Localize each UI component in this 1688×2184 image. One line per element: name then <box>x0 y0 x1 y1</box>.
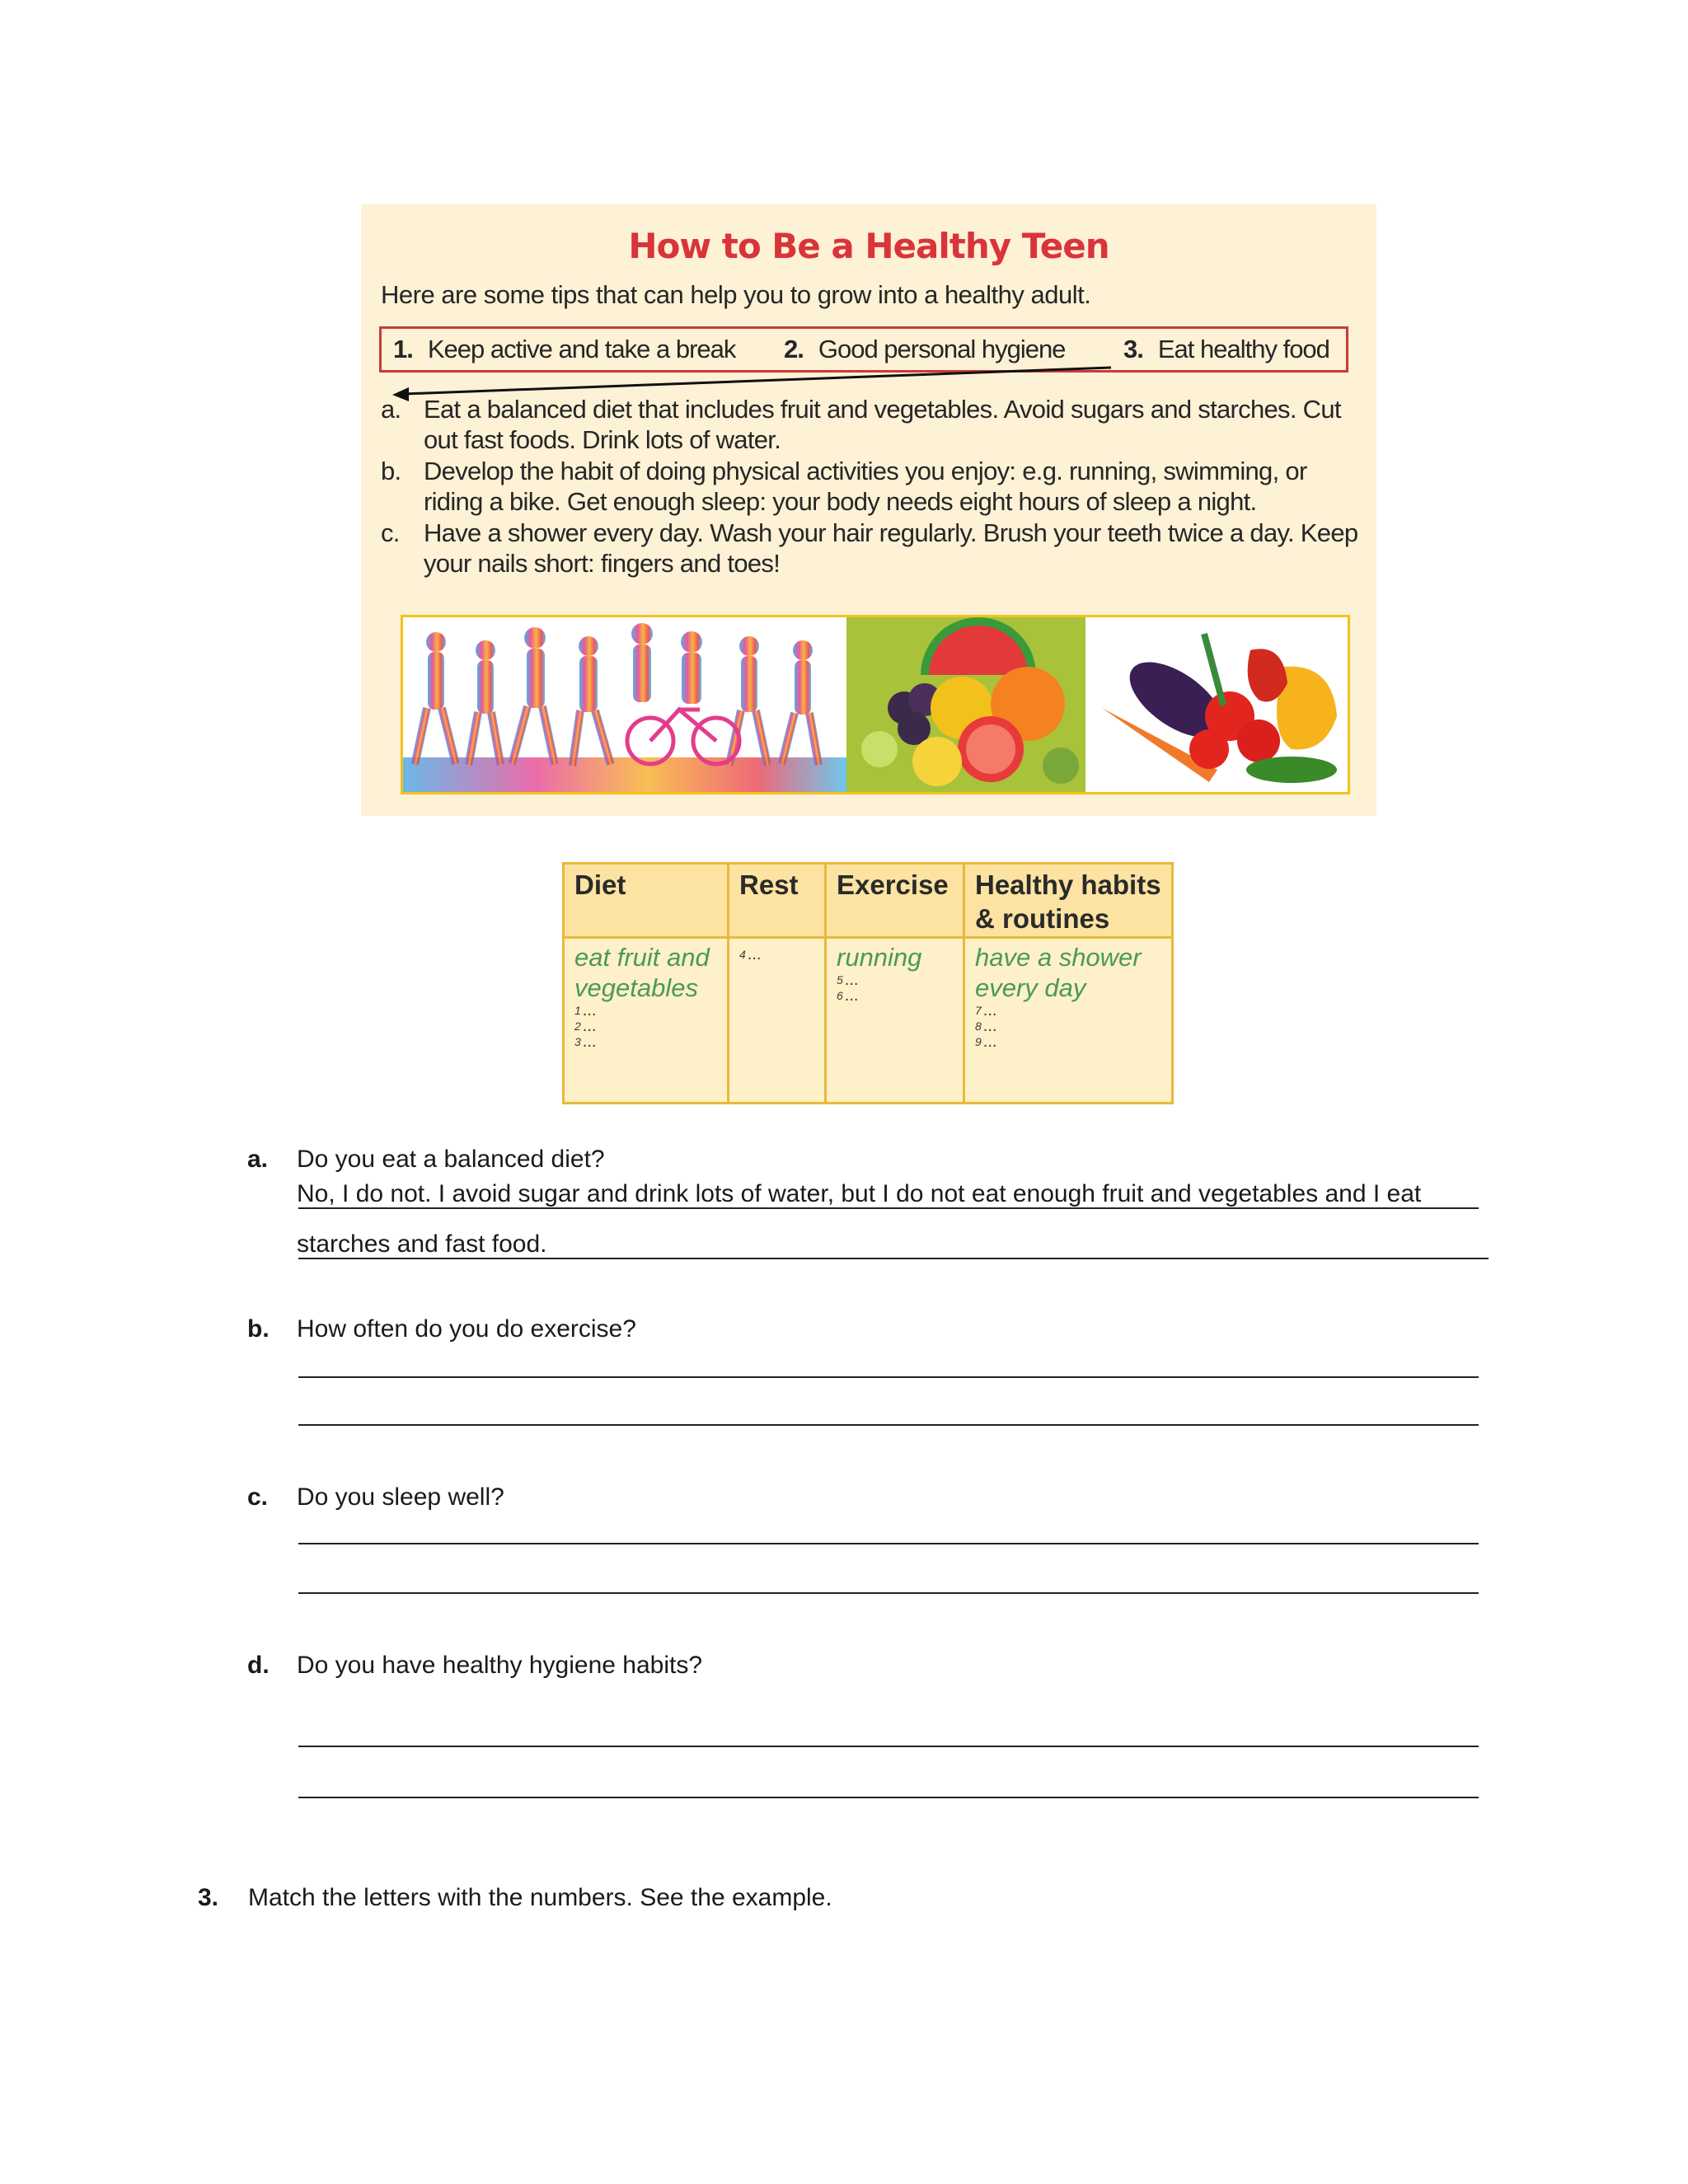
tip-number: 2. <box>784 335 804 363</box>
column-header: Healthy habits & routines <box>965 865 1171 939</box>
item-label: a. <box>381 395 401 424</box>
blank-dots: ... <box>982 1033 997 1051</box>
question-c-label: c. <box>247 1483 269 1511</box>
blank-dots: ... <box>747 945 762 963</box>
question-d-text: Do you have healthy hygiene habits? <box>297 1652 703 1679</box>
answer-b-line-2[interactable] <box>298 1424 1479 1426</box>
item-text: Have a shower every day. Wash your hair regularly. Brush your teeth twice a day. Keep your nails short: fingers and toes! <box>424 518 1358 578</box>
answer-c-line-1[interactable] <box>298 1543 1479 1544</box>
tip-number: 1. <box>393 335 413 363</box>
blank-number: 3 <box>574 1035 581 1048</box>
answer-a-line-2[interactable]: starches and fast food. <box>297 1230 547 1258</box>
healthy-habits-column <box>965 865 1171 1102</box>
blank-3 <box>574 1034 717 1050</box>
question-c-text: Do you sleep well? <box>297 1483 504 1511</box>
example-answer: have a shower every day <box>975 943 1142 1002</box>
blank-number: 4 <box>739 948 746 961</box>
article-title: How to Be a Healthy Teen <box>628 226 1109 266</box>
blank-9 <box>975 1034 1161 1050</box>
tip-text: Keep active and take a break <box>427 335 736 363</box>
diet-column <box>565 865 729 1102</box>
blank-number: 1 <box>574 1004 581 1017</box>
answer-a-line-1[interactable]: No, I do not. I avoid sugar and drink lots of water, but I do not eat enough fruit and vegetables and I eat <box>297 1180 1422 1207</box>
answer-underline <box>298 1258 1489 1259</box>
tip-text: Good personal hygiene <box>818 335 1066 363</box>
blank-dots: ... <box>844 971 859 989</box>
blank-8 <box>975 1019 1161 1034</box>
blank-number: 8 <box>975 1019 982 1033</box>
exercise-3-number: 3. <box>198 1884 219 1911</box>
item-label: b. <box>381 457 401 485</box>
blank-dots: ... <box>582 1033 597 1051</box>
question-a-label: a. <box>247 1146 269 1173</box>
exercise-column <box>827 865 965 1102</box>
blank-6 <box>837 988 953 1004</box>
answer-b-line-1[interactable] <box>298 1376 1479 1378</box>
question-a-text: Do you eat a balanced diet? <box>297 1146 605 1173</box>
blank-7 <box>975 1003 1161 1019</box>
item-text: Eat a balanced diet that includes fruit and vegetables. Avoid sugars and starches. Cut out fast foods. Drink lots of water. <box>424 395 1341 454</box>
example-answer: running <box>837 943 922 972</box>
column-body <box>729 939 824 1102</box>
blank-dots: ... <box>582 1017 597 1035</box>
article-panel <box>361 204 1376 816</box>
answer-c-line-2[interactable] <box>298 1592 1479 1594</box>
column-body <box>565 939 727 1102</box>
blank-dots: ... <box>982 1017 997 1035</box>
item-label: c. <box>381 518 400 547</box>
example-answer: eat fruit and vegetables <box>574 943 710 1002</box>
question-b-text: How often do you do exercise? <box>297 1315 636 1343</box>
blank-dots: ... <box>844 987 859 1005</box>
blank-4 <box>739 947 814 963</box>
vegetables-image <box>1085 617 1350 792</box>
tip-text: Eat healthy food <box>1157 335 1329 363</box>
article-intro: Here are some tips that can help you to grow into a healthy adult. <box>381 280 1091 309</box>
blank-number: 9 <box>975 1035 982 1048</box>
question-b-label: b. <box>247 1315 270 1343</box>
column-body <box>965 939 1171 1102</box>
item-text: Develop the habit of doing physical activities you enjoy: e.g. running, swimming, or riding a bike. Get enough sleep: your body needs eight hours of sleep a night. <box>424 457 1307 516</box>
blank-number: 7 <box>975 1004 982 1017</box>
exercise-3-instructions: Match the letters with the numbers. See the example. <box>248 1884 832 1911</box>
column-header: Rest <box>729 865 824 939</box>
question-d-label: d. <box>247 1652 270 1679</box>
rest-column <box>729 865 827 1102</box>
photo-strip <box>401 615 1350 794</box>
column-header: Diet <box>565 865 727 939</box>
blank-number: 2 <box>574 1019 581 1033</box>
column-body <box>827 939 963 1102</box>
answer-underline <box>298 1207 1479 1209</box>
people-silhouettes-image <box>403 617 846 792</box>
blank-dots: ... <box>982 1001 997 1019</box>
answer-d-line-1[interactable] <box>298 1746 1479 1747</box>
fruit-image <box>846 617 1085 792</box>
blank-number: 5 <box>837 973 843 987</box>
blank-number: 6 <box>837 989 843 1002</box>
column-header: Exercise <box>827 865 963 939</box>
habits-table <box>562 862 1174 1104</box>
tip-number: 3. <box>1123 335 1143 363</box>
answer-d-line-2[interactable] <box>298 1797 1479 1798</box>
blank-dots: ... <box>582 1001 597 1019</box>
